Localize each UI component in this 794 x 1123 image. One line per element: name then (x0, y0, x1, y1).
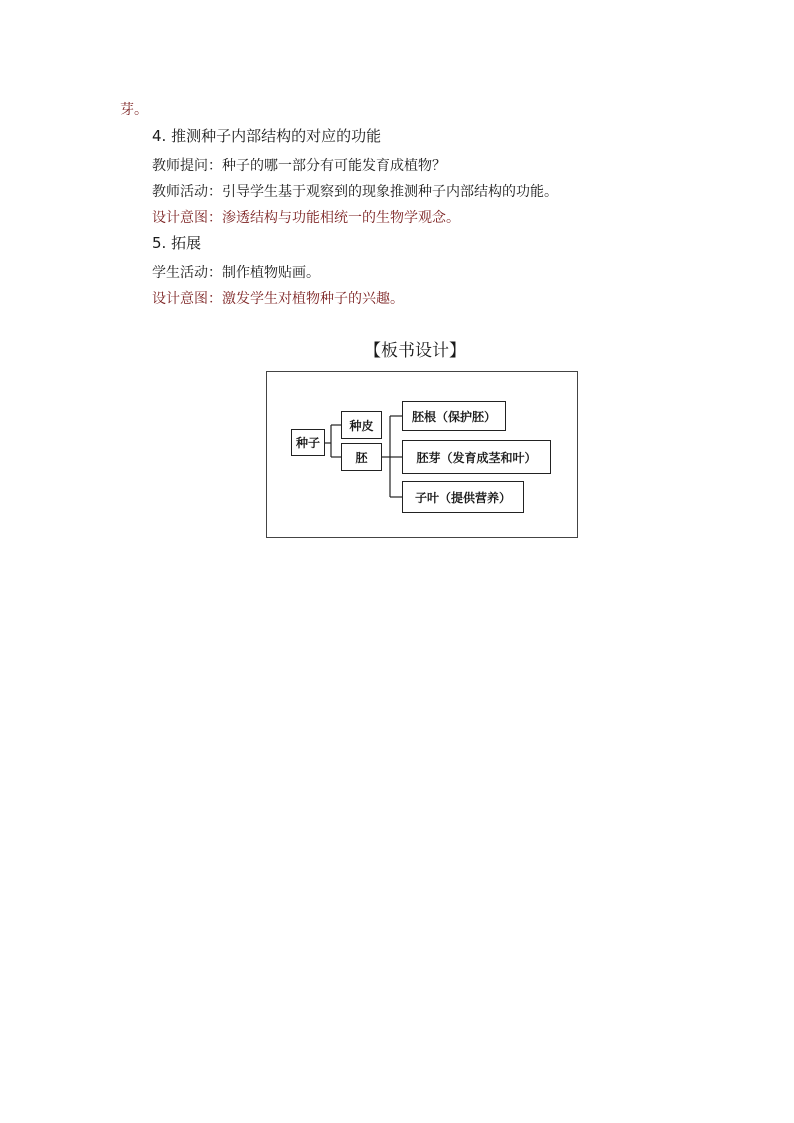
text-line: 设计意图：渗透结构与功能相统一的生物学观念。 (152, 210, 460, 226)
radicle-node: 胚根（保护胚） (402, 401, 506, 431)
board-title: 【板书设计】 (364, 341, 466, 361)
plumule-node: 胚芽（发育成茎和叶） (402, 440, 551, 474)
seed-node: 种子 (291, 429, 325, 456)
embryo-node: 胚 (341, 443, 382, 471)
cotyledon-node: 子叶（提供营养） (402, 481, 524, 513)
text-line: 教师活动：引导学生基于观察到的现象推测种子内部结构的功能。 (152, 184, 558, 200)
text-line: 学生活动：制作植物贴画。 (152, 265, 320, 281)
section-heading: 5. 拓展 (152, 234, 202, 252)
seed-coat-node: 种皮 (341, 411, 382, 439)
section-heading: 4. 推测种子内部结构的对应的功能 (152, 127, 382, 145)
text-line: 设计意图：激发学生对植物种子的兴趣。 (152, 291, 404, 307)
board-diagram (266, 371, 578, 538)
text-line: 教师提问：种子的哪一部分有可能发育成植物？ (152, 158, 446, 174)
text-line: 芽。 (120, 102, 148, 118)
